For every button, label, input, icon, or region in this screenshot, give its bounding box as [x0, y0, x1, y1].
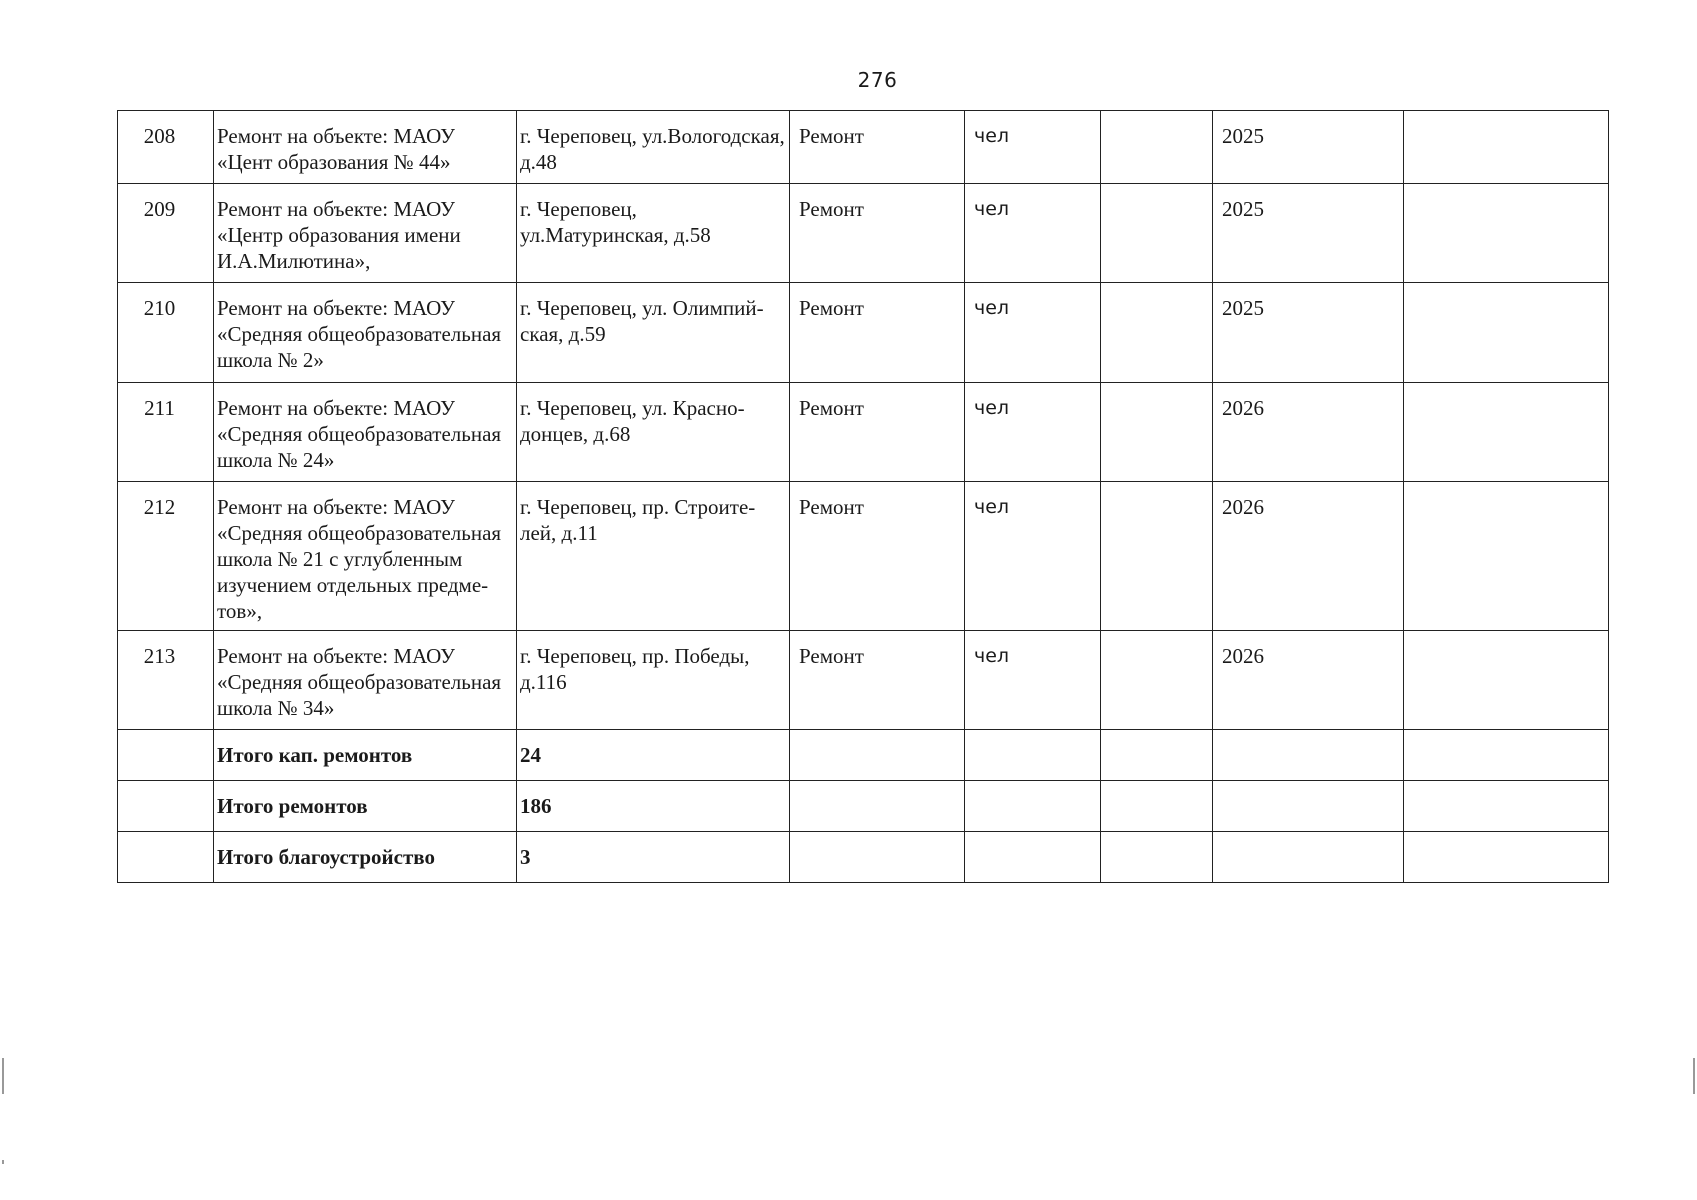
- object-address: г. Череповец, ул.Вологодская, д.48: [517, 111, 790, 184]
- empty-cell: [118, 730, 214, 781]
- total-row: [118, 781, 1609, 832]
- note-cell: [1404, 283, 1609, 383]
- page-number: 276: [857, 68, 898, 92]
- table-row: [118, 383, 1609, 482]
- object-address: г. Череповец, ул. Олимпий-ская, д.59: [517, 283, 790, 383]
- scan-edge-mark: [2, 1058, 4, 1094]
- unit: чел: [965, 184, 1101, 283]
- work-type: Ремонт: [790, 383, 965, 482]
- work-type: Ремонт: [790, 283, 965, 383]
- row-number: 209: [118, 184, 214, 283]
- year: 2025: [1213, 111, 1404, 184]
- object-address: г. Череповец, пр. Победы, д.116: [517, 631, 790, 730]
- unit: чел: [965, 631, 1101, 730]
- total-label: Итого кап. ремонтов: [214, 730, 517, 781]
- empty-cell: [1213, 781, 1404, 832]
- empty-cell: [790, 832, 965, 883]
- year: 2026: [1213, 383, 1404, 482]
- object-name: Ремонт на объекте: МАОУ «Средняя общеобразовательная школа № 21 с углубленным изучением отдельных предме-тов»,: [214, 482, 517, 631]
- empty-cell: [1101, 781, 1213, 832]
- empty-cell: [965, 730, 1101, 781]
- empty-cell: [1404, 781, 1609, 832]
- note-cell: [1404, 111, 1609, 184]
- year: 2025: [1213, 283, 1404, 383]
- table-row: [118, 631, 1609, 730]
- note-cell: [1404, 631, 1609, 730]
- work-type: Ремонт: [790, 184, 965, 283]
- empty-cell: [790, 730, 965, 781]
- table-row: [118, 111, 1609, 184]
- total-row: [118, 730, 1609, 781]
- total-value: 186: [517, 781, 790, 832]
- row-number: 211: [118, 383, 214, 482]
- value-cell: [1101, 111, 1213, 184]
- empty-cell: [1404, 730, 1609, 781]
- note-cell: [1404, 383, 1609, 482]
- row-number: 210: [118, 283, 214, 383]
- value-cell: [1101, 482, 1213, 631]
- empty-cell: [1404, 832, 1609, 883]
- unit: чел: [965, 383, 1101, 482]
- object-name: Ремонт на объекте: МАОУ «Средняя общеобразовательная школа № 2»: [214, 283, 517, 383]
- total-value: 3: [517, 832, 790, 883]
- total-value: 24: [517, 730, 790, 781]
- year: 2026: [1213, 631, 1404, 730]
- work-type: Ремонт: [790, 631, 965, 730]
- table-row: [118, 482, 1609, 631]
- note-cell: [1404, 482, 1609, 631]
- object-name: Ремонт на объекте: МАОУ «Средняя общеобразовательная школа № 24»: [214, 383, 517, 482]
- value-cell: [1101, 184, 1213, 283]
- object-name: Ремонт на объекте: МАОУ «Средняя общеобразовательная школа № 34»: [214, 631, 517, 730]
- empty-cell: [965, 781, 1101, 832]
- object-address: г. Череповец, ул.Матуринская, д.58: [517, 184, 790, 283]
- object-address: г. Череповец, пр. Строите-лей, д.11: [517, 482, 790, 631]
- unit: чел: [965, 111, 1101, 184]
- empty-cell: [1101, 832, 1213, 883]
- year: 2025: [1213, 184, 1404, 283]
- empty-cell: [965, 832, 1101, 883]
- table-row: [118, 283, 1609, 383]
- table-row: [118, 184, 1609, 283]
- work-type: Ремонт: [790, 111, 965, 184]
- year: 2026: [1213, 482, 1404, 631]
- scan-edge-mark: [2, 1160, 4, 1164]
- value-cell: [1101, 283, 1213, 383]
- row-number: 213: [118, 631, 214, 730]
- total-row: [118, 832, 1609, 883]
- work-type: Ремонт: [790, 482, 965, 631]
- total-label: Итого ремонтов: [214, 781, 517, 832]
- empty-cell: [1213, 832, 1404, 883]
- empty-cell: [118, 781, 214, 832]
- object-name: Ремонт на объекте: МАОУ «Центр образования имени И.А.Милютина»,: [214, 184, 517, 283]
- object-name: Ремонт на объекте: МАОУ «Цент образования № 44»: [214, 111, 517, 184]
- empty-cell: [790, 781, 965, 832]
- unit: чел: [965, 283, 1101, 383]
- unit: чел: [965, 482, 1101, 631]
- empty-cell: [1101, 730, 1213, 781]
- object-address: г. Череповец, ул. Красно-донцев, д.68: [517, 383, 790, 482]
- empty-cell: [1213, 730, 1404, 781]
- row-number: 208: [118, 111, 214, 184]
- value-cell: [1101, 631, 1213, 730]
- value-cell: [1101, 383, 1213, 482]
- empty-cell: [118, 832, 214, 883]
- row-number: 212: [118, 482, 214, 631]
- note-cell: [1404, 184, 1609, 283]
- total-label: Итого благоустройство: [214, 832, 517, 883]
- scan-edge-mark: [1693, 1058, 1695, 1094]
- repairs-table: [117, 110, 1609, 883]
